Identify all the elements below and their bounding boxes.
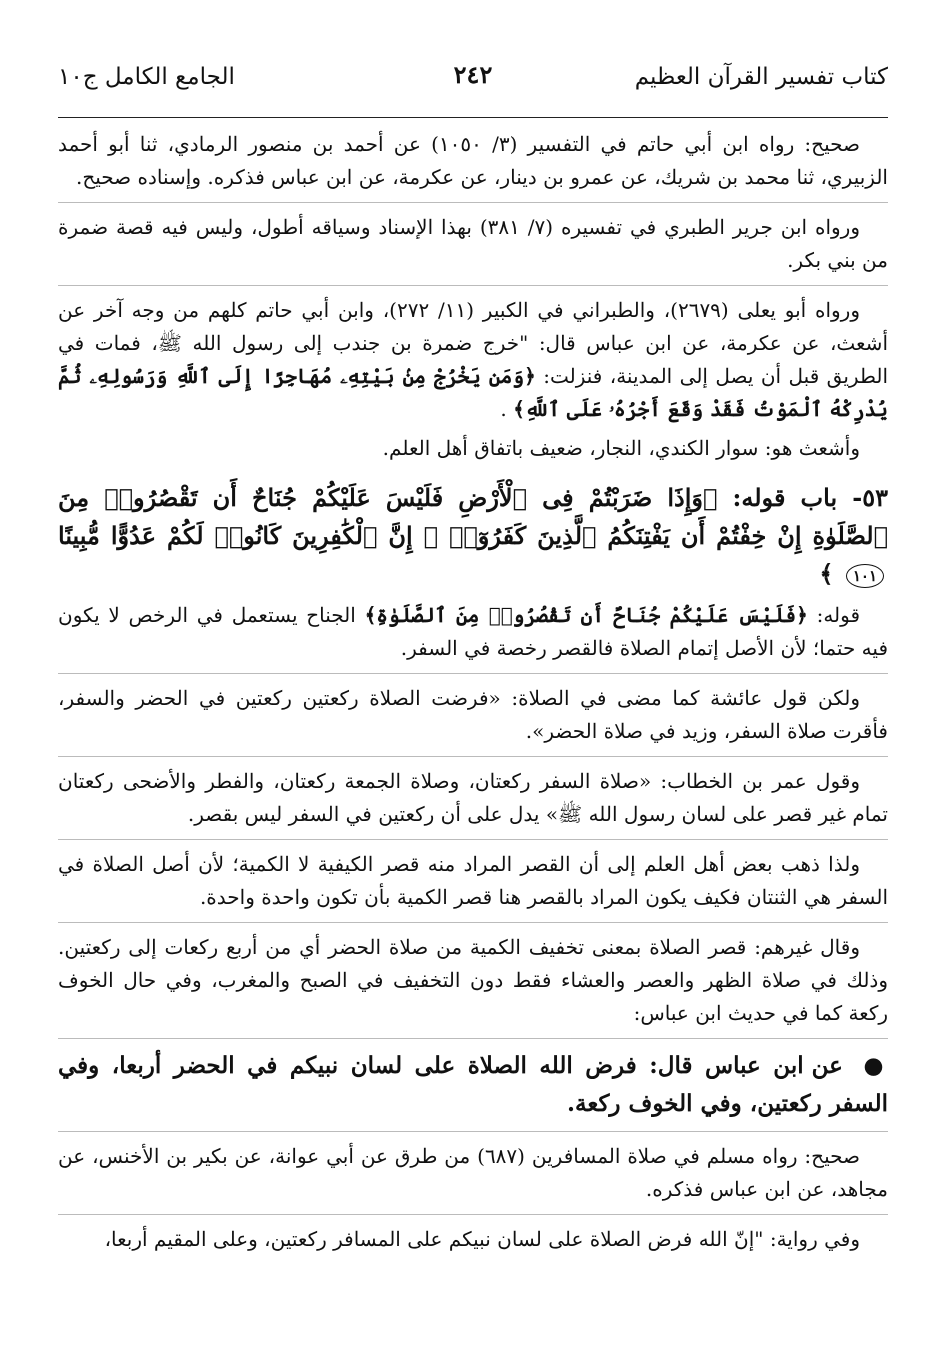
divider <box>58 202 888 203</box>
paragraph-3-text: ورواه أبو يعلى (٢٦٧٩)، والطبراني في الكبير (١١/ ٢٧٢)، وابن أبي حاتم كلهم من وجه آخر عن أشعث، عن عكرمة، عن ابن عباس قال: "خرج ضمرة بن جندب إلى رسول الله ﷺ، فمات في الطريق قبل أن يصل إلى المدينة، فنزلت: <box>58 298 889 388</box>
paragraph-9: وقال غيرهم: قصر الصلاة بمعنى تخفيف الكمية من صلاة الحضر أي من أربع ركعات إلى ركعتين. وذلك في صلاة الظهر والعصر والعشاء فقط دون التخفيف في الصبح والمغرب، وفي حال الخوف ركعة كما في حديث ابن عباس: <box>58 935 888 1025</box>
page-body <box>58 118 888 1256</box>
divider <box>58 1038 888 1039</box>
paragraph-5-text: الجناح يستعمل في الرخص لا يكون فيه حتما؛ لأن الأصل إتمام الصلاة فالقصر رخصة في السفر. <box>58 603 888 660</box>
book-title: كتاب تفسير القرآن العظيم <box>634 64 888 90</box>
page-header <box>58 0 888 118</box>
paragraph-5 <box>58 599 888 665</box>
volume-title: الجامع الكامل ج١٠ <box>58 64 235 90</box>
paragraph-1: صحيح: رواه ابن أبي حاتم في التفسير (٣/ ١٠٥٠) عن أحمد بن منصور الرمادي، ثنا أبو أحمد الزبيري، ثنا محمد بن شريك، عن عمرو بن دينار، عن عكرمة، عن ابن عباس فذكره. وإسناده صحيح. <box>58 132 888 189</box>
quran-verse: ﴿وَمَن يَخْرُجْ مِنۢ بَيْتِهِۦ مُهَاجِرًا إِلَى ٱللَّهِ وَرَسُولِهِۦ ثُمَّ يُدْرِكْهُ ٱلْمَوْتُ فَقَدْ وَقَعَ أَجْرُهُۥ عَلَى ٱللَّهِ﴾ <box>58 364 888 421</box>
chapter-close: ﴾ <box>819 559 834 588</box>
quran-verse: ﴿فَلَيْسَ عَلَيْكُمْ جُنَاحٌ أَن تَقْصُرُوا۟ مِنَ ٱلصَّلَوٰةِ﴾ <box>364 603 808 627</box>
paragraph-5-lead: قوله: <box>816 603 861 627</box>
paragraph-3 <box>58 294 888 426</box>
paragraph-2: ورواه ابن جرير الطبري في تفسيره (٧/ ٣٨١) بهذا الإسناد وسياقه أطول، وليس فيه قصة ضمرة من بني بكر. <box>58 215 888 272</box>
divider <box>58 673 888 674</box>
divider <box>58 1131 888 1132</box>
page-number: ٢٤٢ <box>453 60 493 89</box>
bullet-icon: ● <box>863 1052 889 1079</box>
divider <box>58 922 888 923</box>
paragraph-6: ولكن قول عائشة كما مضى في الصلاة: «فرضت الصلاة ركعتين ركعتين في الحضر والسفر، فأقرت صلاة السفر، وزيد في صلاة الحضر». <box>58 686 888 743</box>
paragraph-4: وأشعث هو: سوار الكندي، النجار، ضعيف باتفاق أهل العلم. <box>382 436 860 460</box>
chapter-heading <box>58 479 888 593</box>
paragraph-7: وقول عمر بن الخطاب: «صلاة السفر ركعتان، وصلاة الجمعة ركعتان، والفطر والأضحى ركعتان تمام غير قصر على لسان رسول الله ﷺ» يدل على أن ركعتين في السفر ليس بقصر. <box>58 769 888 826</box>
paragraph-10: صحيح: رواه مسلم في صلاة المسافرين (٦٨٧) من طرق عن أبي عوانة، عن بكير بن الأخنس، عن مجاهد، عن ابن عباس فذكره. <box>58 1144 888 1201</box>
divider <box>58 285 888 286</box>
paragraph-11: وفي رواية: "إنّ الله فرض الصلاة على لسان نبيكم على المسافر ركعتين، وعلى المقيم أربعا، <box>104 1227 860 1251</box>
chapter-verse: ﴿وَإِذَا ضَرَبْتُمْ فِى ٱلْأَرْضِ فَلَيْسَ عَلَيْكُمْ جُنَاحٌ أَن تَقْصُرُوا۟ مِنَ ٱلصَّلَوٰةِ إِنْ خِفْتُمْ أَن يَفْتِنَكُمُ ٱلَّذِينَ كَفَرُوٓا۟ ۚ إِنَّ ٱلْكَٰفِرِينَ كَانُوا۟ لَكُمْ عَدُوًّا مُّبِينًا <box>58 483 888 550</box>
paragraph-3-end: . <box>500 397 507 421</box>
divider <box>58 1214 888 1215</box>
chapter-prefix: ٥٣- باب قوله: <box>732 483 889 512</box>
hadith-body: عن ابن عباس قال: فرض الله الصلاة على لسان نبيكم في الحضر أربعا، وفي السفر ركعتين، وفي الخوف ركعة. <box>58 1052 888 1117</box>
divider <box>58 839 888 840</box>
paragraph-8: ولذا ذهب بعض أهل العلم إلى أن القصر المراد منه قصر الكيفية لا الكمية؛ لأن أصل الصلاة في السفر هي الثنتان فكيف يكون المراد بالقصر هنا قصر الكمية بأن تكون واحدة واحدة. <box>58 852 888 909</box>
ayah-number: ١٠١ <box>846 564 884 588</box>
hadith-text <box>58 1047 888 1123</box>
divider <box>58 756 888 757</box>
